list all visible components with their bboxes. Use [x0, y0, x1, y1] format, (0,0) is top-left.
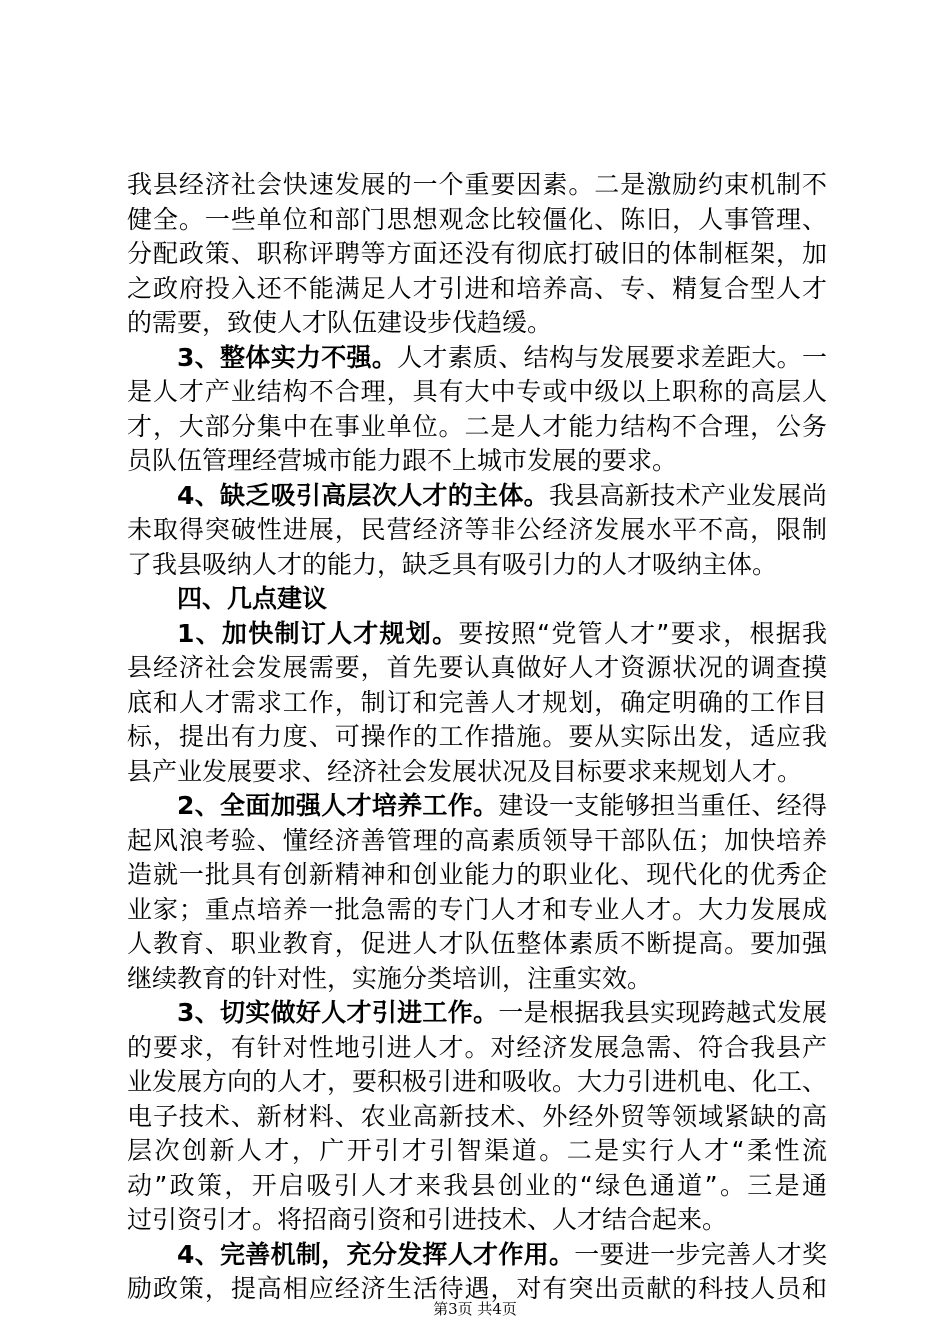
paragraph-heading: 3、切实做好人才引进工作。: [177, 998, 499, 1027]
page-number: 第3页 共4页: [433, 1300, 517, 1318]
paragraph-heading: 4、缺乏吸引高层次人才的主体。: [177, 480, 549, 510]
text-line: 造就一批具有创新精神和创业能力的职业化、现代化的优秀企: [127, 860, 827, 889]
text-line: 的要求，有针对性地引进人才。对经济发展急需、符合我县产: [127, 1032, 827, 1062]
paragraph-heading-line: 4、完善机制，充分发挥人才作用。一要进一步完善人才奖: [177, 1239, 827, 1269]
text-line: 是人才产业结构不合理，具有大中专或中级以上职称的高层人: [127, 377, 827, 406]
text-line: 健全。一些单位和部门思想观念比较僵化、陈旧，人事管理、: [127, 204, 827, 234]
paragraph-heading: 3、整体实力不强。: [177, 342, 398, 372]
text-line: 业家；重点培养一批急需的专门人才和专业人才。大力发展成: [127, 894, 827, 924]
paragraph-heading: 2、全面加强人才培养工作。: [177, 791, 499, 820]
text-line: 了我县吸纳人才的能力，缺乏具有吸引力的人才吸纳主体。: [127, 549, 778, 579]
text-line: 继续教育的针对性，实施分类培训，注重实效。: [127, 963, 653, 993]
text-line: 起风浪考验、懂经济善管理的高素质领导干部队伍；加快培养: [127, 825, 827, 855]
section-heading: 四、几点建议: [177, 584, 328, 613]
text-line: 未取得突破性进展，民营经济等非公经济发展水平不高，限制: [127, 515, 827, 544]
text-line: 之政府投入还不能满足人才引进和培养高、专、精复合型人才: [127, 273, 827, 303]
text-line: 标，提出有力度、可操作的工作措施。要从实际出发，适应我: [127, 722, 827, 751]
document-body: [127, 168, 827, 1307]
text-line: 分配政策、职称评聘等方面还没有彻底打破旧的体制框架，加: [127, 239, 827, 268]
text-line: 才，大部分集中在事业单位。二是人才能力结构不合理，公务: [127, 411, 827, 441]
text-line: 县经济社会发展需要，首先要认真做好人才资源状况的调查摸: [127, 653, 827, 682]
paragraph-heading: 1、加快制订人才规划。: [177, 618, 459, 648]
text-line: 我县经济社会快速发展的一个重要因素。二是激励约束机制不: [127, 170, 827, 199]
text-line: 业发展方向的人才，要积极引进和吸收。大力引进机电、化工、: [127, 1067, 827, 1096]
text-line: 励政策，提高相应经济生活待遇，对有突出贡献的科技人员和: [127, 1274, 827, 1303]
page-footer: [0, 1298, 950, 1319]
paragraph-heading-line: 3、整体实力不强。人才素质、结构与发展要求差距大。一: [177, 342, 827, 372]
paragraph-heading-line: 1、加快制订人才规划。要按照“党管人才”要求，根据我: [177, 618, 827, 648]
paragraph-heading-line: 3、切实做好人才引进工作。一是根据我县实现跨越式发展: [177, 998, 827, 1027]
text-line: 县产业发展要求、经济社会发展状况及目标要求来规划人才。: [127, 756, 803, 786]
text-line: 动”政策，开启吸引人才来我县创业的“绿色通道”。三是通: [127, 1170, 827, 1200]
text-line: 过引资引才。将招商引资和引进技术、人才结合起来。: [127, 1205, 728, 1234]
text-line: 的需要，致使人才队伍建设步伐趋缓。: [127, 308, 553, 337]
text-line: 人教育、职业教育，促进人才队伍整体素质不断提高。要加强: [127, 929, 827, 958]
section-heading-line: [127, 582, 827, 617]
paragraph-heading-line: 2、全面加强人才培养工作。建设一支能够担当重任、经得: [177, 791, 827, 820]
paragraph-heading-line: 4、缺乏吸引高层次人才的主体。我县高新技术产业发展尚: [177, 480, 827, 510]
paragraph-heading: 4、完善机制，充分发挥人才作用。: [177, 1239, 575, 1269]
text-line: 电子技术、新材料、农业高新技术、外经外贸等领域紧缺的高: [127, 1101, 827, 1131]
text-line: 底和人才需求工作，制订和完善人才规划，确定明确的工作目: [127, 687, 827, 717]
text-line: 层次创新人才，广开引才引智渠道。二是实行人才“柔性流: [127, 1136, 827, 1165]
text-line: 员队伍管理经营城市能力跟不上城市发展的要求。: [127, 446, 678, 475]
